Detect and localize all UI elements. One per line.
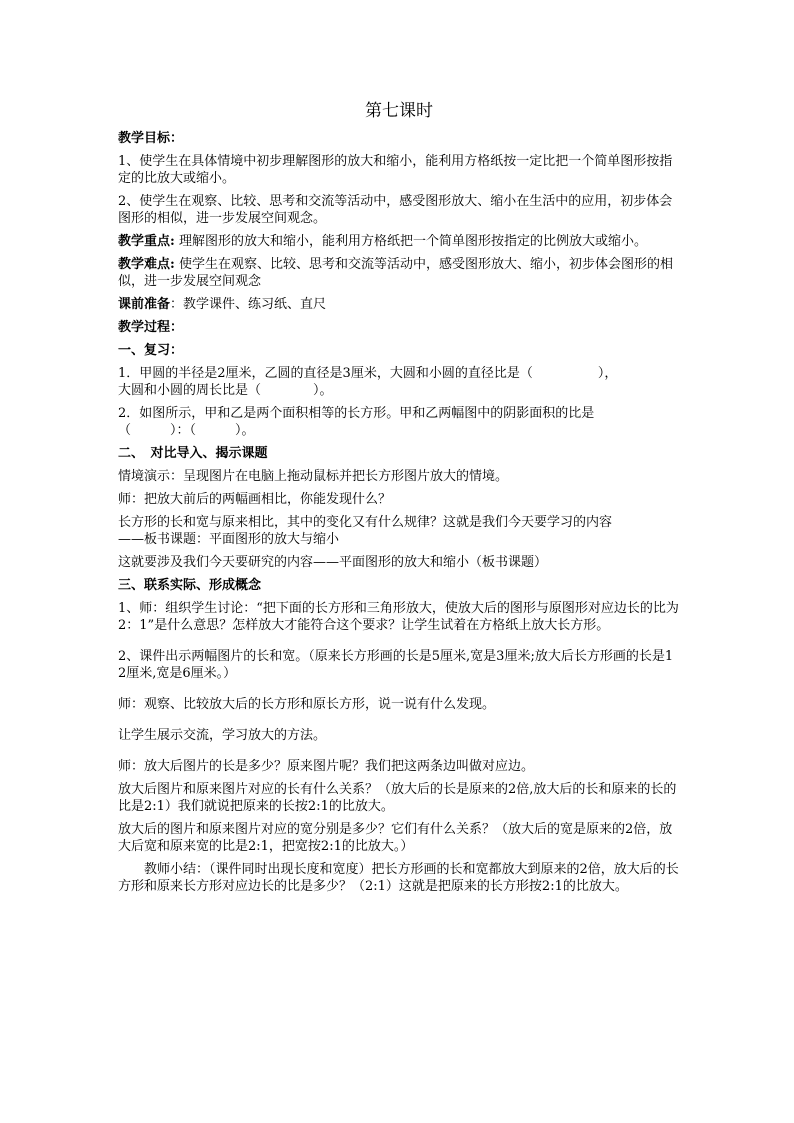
key-point (118, 233, 680, 250)
section-2-p3 (118, 514, 680, 548)
section-2-p3-line-2: ——板书课题：平面图形的放大与缩小 (118, 532, 340, 547)
section-2-p4: 这就要涉及我们今天要研究的内容——平面图形的放大和缩小（板书课题） (118, 555, 548, 570)
section-3-p6: 放大后图片和原来图片对应的长有什么关系？（放大后的长是原来的2倍,放大后的长和原来的长的比是2:1）我们就说把原来的长按2:1的比放大。 (118, 782, 677, 814)
difficulty-text: 使学生在观察、比较、思考和交流等活动中，感受图形放大、缩小，初步体会图形的相似，进一步发展空间观念 (118, 257, 673, 289)
preparation (118, 296, 680, 313)
page-title: 第七课时 (365, 101, 433, 121)
section-3-p4: 让学生展示交流，学习放大的方法。 (118, 728, 327, 743)
review-q1-line-2: 大圆和小圆的周长比是（ ）。 (118, 383, 333, 398)
teacher-summary: 教师小结：（课件同时出现长度和宽度）把长方形画的长和宽都放大到原来的2倍，放大后的长方形和原来长方形对应边长的比是多少？（2:1）这就是把原来的长方形按2:1的比放大。 (118, 862, 679, 894)
key-point-label: 教学重点: (118, 234, 175, 249)
review-question-2 (118, 405, 680, 439)
lesson-plan-page (118, 100, 680, 901)
section-2-p1: 情境演示：呈现图片在电脑上拖动鼠标并把长方形图片放大的情境。 (118, 469, 509, 484)
section-2-p2: 师：把放大前后的两幅画相比，你能发现什么？ (118, 492, 392, 507)
section-3-p7: 放大后的图片和原来图片对应的宽分别是多少？它们有什么关系？（放大后的宽是原来的2倍，放大后宽和原来宽的比是2:1，把宽按2:1的比放大。） (118, 822, 673, 854)
process-heading: 教学过程： (118, 320, 184, 335)
review-question-1 (118, 365, 680, 399)
section-3-p2: 2、课件出示两幅图片的长和宽。（原来长方形画的长是5厘米,宽是3厘米;放大后长方形画的长是12厘米,宽是6厘米。） (118, 649, 674, 681)
section-2-p3-line-1: 长方形的长和宽与原来相比，其中的变化又有什么规律？这就是我们今天要学习的内容 (118, 515, 613, 530)
difficulty-label: 教学难点: (118, 257, 175, 272)
difficulty (118, 256, 680, 290)
review-q2-line-2: （ ）：（ ）。 (118, 423, 255, 438)
objective-1: 1、使学生在具体情境中初步理解图形的放大和缩小，能利用方格纸按一定比把一个简单图形按指定的比放大或缩小。 (118, 154, 673, 186)
section-3-p5: 师：放大后图片的长是多少？原来图片呢？我们把这两条边叫做对应边。 (118, 759, 535, 774)
preparation-label: 课前准备 (118, 297, 171, 312)
section-3-heading: 三、联系实际、形成概念 (118, 578, 262, 593)
key-point-text: 理解图形的放大和缩小，能利用方格纸把一个简单图形按指定的比例放大或缩小。 (174, 234, 647, 249)
objective-2: 2、使学生在观察、比较、思考和交流等活动中，感受图形放大、缩小在生活中的应用，初步体会图形的相似，进一步发展空间观念。 (118, 194, 673, 226)
section-2-heading: 二、 对比导入、揭示课题 (118, 446, 268, 461)
section-1-heading: 一、复习： (118, 343, 184, 358)
section-3-p1: 1、师：组织学生讨论：“把下面的长方形和三角形放大，使放大后的图形与原图形对应边长的比为2：1”是什么意思？怎样放大才能符合这个要求？让学生试着在方格纸上放大长方形。 (118, 601, 679, 633)
objectives-heading: 教学目标： (118, 131, 184, 146)
review-q1-line-1: 1．甲圆的半径是2厘米，乙圆的直径是3厘米，大圆和小圆的直径比是（ ）， (118, 366, 618, 381)
section-3-p3: 师：观察、比较放大后的长方形和原长方形，说一说有什么发现。 (118, 697, 496, 712)
review-q2-line-1: 2．如图所示，甲和乙是两个面积相等的长方形。甲和乙两幅图中的阴影面积的比是 (118, 406, 595, 421)
preparation-text: ：教学课件、练习纸、直尺 (170, 297, 327, 312)
